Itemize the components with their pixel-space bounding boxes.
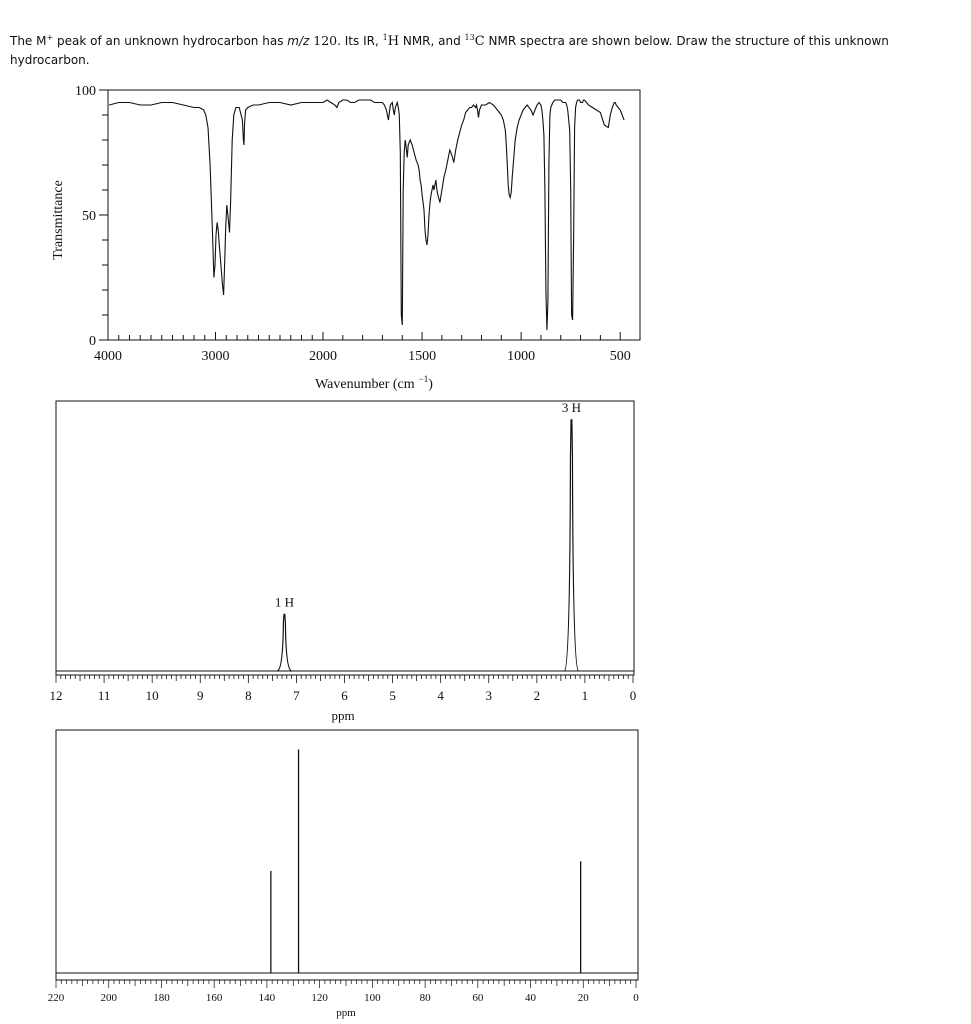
h-nmr-xlabel: ppm (331, 708, 355, 723)
question-mass: 120 (309, 33, 338, 48)
h-nmr-peak (277, 614, 291, 671)
c-nmr-x-tick-label: 100 (364, 992, 381, 1004)
h-nmr-integration-label: 1 H (274, 594, 294, 610)
h-nmr-x-tick-label: 5 (389, 688, 396, 703)
c-nmr-x-tick-label: 180 (153, 992, 170, 1004)
h-nmr-x-tick-label: 7 (293, 688, 300, 703)
h-nmr-x-tick-label: 4 (437, 688, 444, 703)
c-nmr-ticks (48, 973, 640, 1004)
question-part: peak of an unknown hydrocarbon has (53, 34, 288, 48)
h-nmr-x-tick-label: 9 (197, 688, 204, 703)
question-part: The M (10, 34, 47, 48)
ir-x-tick-label: 1500 (408, 349, 437, 364)
h-nmr-peaks (275, 400, 581, 671)
c-nmr-frame (56, 730, 638, 980)
h-nmr-x-tick-label: 8 (245, 688, 252, 703)
c-nmr-x-tick-label: 220 (47, 992, 65, 1004)
h-nmr-x-tick-label: 12 (49, 688, 63, 703)
ir-x-tick-label: 4000 (94, 349, 122, 364)
h-nmr-x-tick-label: 6 (341, 688, 348, 703)
c-nmr-spectrum (48, 730, 640, 1019)
ir-x-tick-label: 500 (609, 349, 631, 364)
c-nmr-x-tick-label: 200 (100, 992, 117, 1004)
ir-y-tick-label: 50 (82, 209, 96, 224)
ir-frame (108, 90, 640, 340)
question-sup: + (46, 33, 54, 42)
ir-y-tick-label: 0 (89, 334, 96, 349)
h-nmr-frame (56, 401, 634, 675)
c-nmr-x-tick-label: 80 (419, 992, 431, 1004)
h-nmr-x-tick-label: 3 (485, 688, 492, 703)
ir-ticks (75, 84, 640, 364)
h-nmr-integration-label: 3 H (561, 399, 582, 415)
ir-x-tick-label: 3000 (201, 349, 230, 364)
c-nmr-x-tick-label: 20 (577, 992, 589, 1004)
h-nmr-x-tick-label: 2 (533, 688, 541, 703)
h-nmr-spectrum (50, 400, 637, 723)
ir-x-tick-label: 2000 (309, 349, 337, 364)
h-nmr-x-tick-label: 11 (97, 688, 111, 703)
c-nmr-x-tick-label: 160 (205, 992, 223, 1004)
ir-xlabel: Wavenumber (cm $^{-1}$) (315, 374, 433, 392)
question-part: NMR spectra are shown below. Draw the structure of this unknown hydrocarbon. (10, 34, 889, 67)
question-nucleus: H (387, 34, 400, 49)
h-nmr-x-tick-label: 1 (581, 688, 589, 703)
c-nmr-x-tick-label: 140 (258, 992, 276, 1004)
c-nmr-x-tick-label: 60 (472, 992, 484, 1004)
question-sup: 13 (464, 33, 475, 42)
question-sup: 1 (382, 33, 388, 42)
question-part: . Its IR, (337, 34, 383, 48)
h-nmr-x-tick-label: 10 (145, 688, 159, 703)
ir-x-tick-label: 1000 (507, 349, 536, 364)
c-nmr-xlabel: ppm (336, 1007, 356, 1019)
question-mz: m/z (287, 34, 310, 48)
question-nucleus: C (474, 34, 485, 49)
c-nmr-x-tick-label: 120 (311, 992, 328, 1004)
c-nmr-x-tick-label: 40 (525, 992, 537, 1004)
h-nmr-x-tick-label: 0 (629, 688, 637, 703)
ir-spectrum (51, 84, 640, 392)
ir-series-line (109, 100, 624, 330)
c-nmr-x-tick-label: 0 (633, 992, 639, 1004)
h-nmr-ticks (50, 671, 637, 703)
c-nmr-peaks (271, 749, 581, 973)
ir-ylabel: Transmittance (51, 180, 66, 260)
question-part: NMR, and (399, 34, 465, 48)
h-nmr-peak (564, 420, 578, 671)
ir-y-tick-label: 100 (75, 84, 96, 99)
